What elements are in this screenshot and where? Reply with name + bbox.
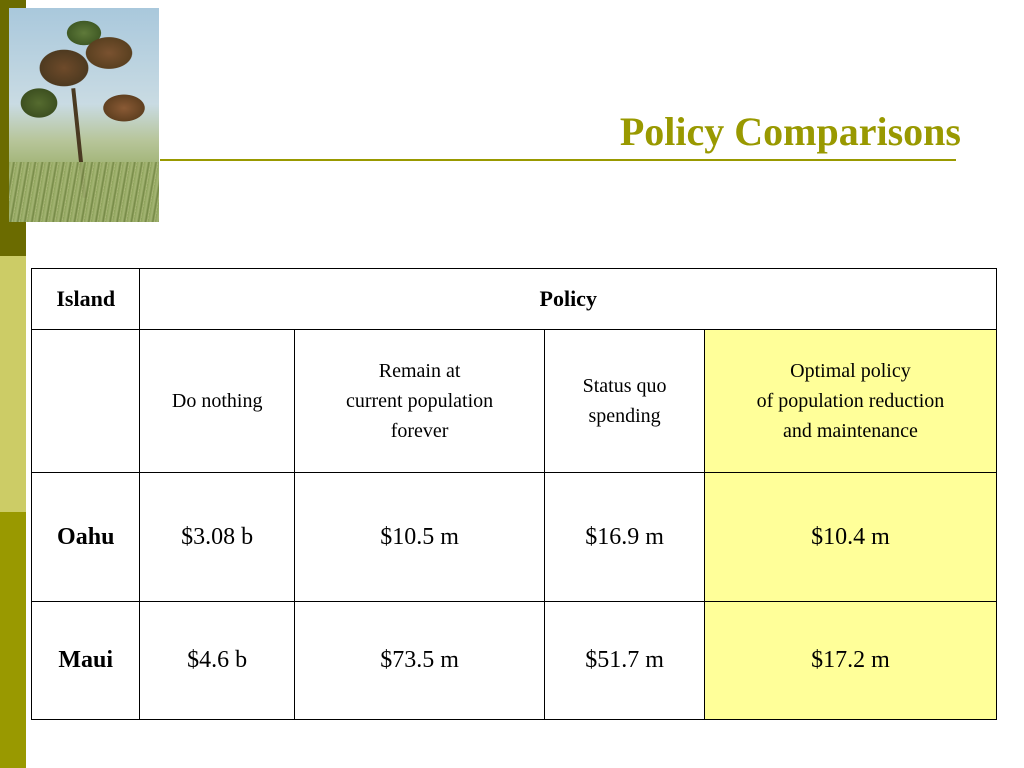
cost-cell-highlighted: $17.2 m: [704, 602, 996, 720]
island-name: Maui: [32, 602, 140, 720]
policy-names-row: [32, 330, 997, 473]
cost-cell: $73.5 m: [294, 602, 544, 720]
policy-comparison-table: [31, 268, 997, 720]
tree-photo: [9, 8, 159, 222]
title-underline: [160, 159, 956, 161]
slide-title: Policy Comparisons: [619, 109, 961, 154]
island-name: Oahu: [32, 473, 140, 602]
table-header-row: [32, 269, 997, 330]
empty-cell: [32, 330, 140, 473]
policy-line: Optimal policy: [790, 360, 911, 382]
policy-line: Status quo: [582, 375, 667, 397]
cost-cell: $51.7 m: [545, 602, 705, 720]
policy-line: of population reduction: [756, 390, 945, 412]
policy-line: Remain at: [378, 360, 461, 382]
policy-optimal: [704, 330, 996, 473]
side-bar-segment-middle: [0, 256, 26, 512]
cost-cell: $16.9 m: [545, 473, 705, 602]
island-column-header: Island: [32, 269, 140, 330]
policy-line: forever: [390, 420, 449, 442]
policy-line: and maintenance: [782, 420, 918, 442]
grass: [9, 162, 159, 222]
policy-line: spending: [588, 405, 661, 427]
side-bar-segment-bottom: [0, 512, 26, 768]
cost-cell-highlighted: $10.4 m: [704, 473, 996, 602]
table-row: [32, 602, 997, 720]
cost-cell: $10.5 m: [294, 473, 544, 602]
table-row: [32, 473, 997, 602]
cost-cell: $3.08 b: [140, 473, 294, 602]
policy-line: Do nothing: [171, 390, 263, 412]
policy-column-header: Policy: [140, 269, 997, 330]
policy-remain-current: [294, 330, 544, 473]
cost-cell: $4.6 b: [140, 602, 294, 720]
policy-status-quo: [545, 330, 705, 473]
policy-do-nothing: [140, 330, 294, 473]
policy-line: current population: [345, 390, 494, 412]
